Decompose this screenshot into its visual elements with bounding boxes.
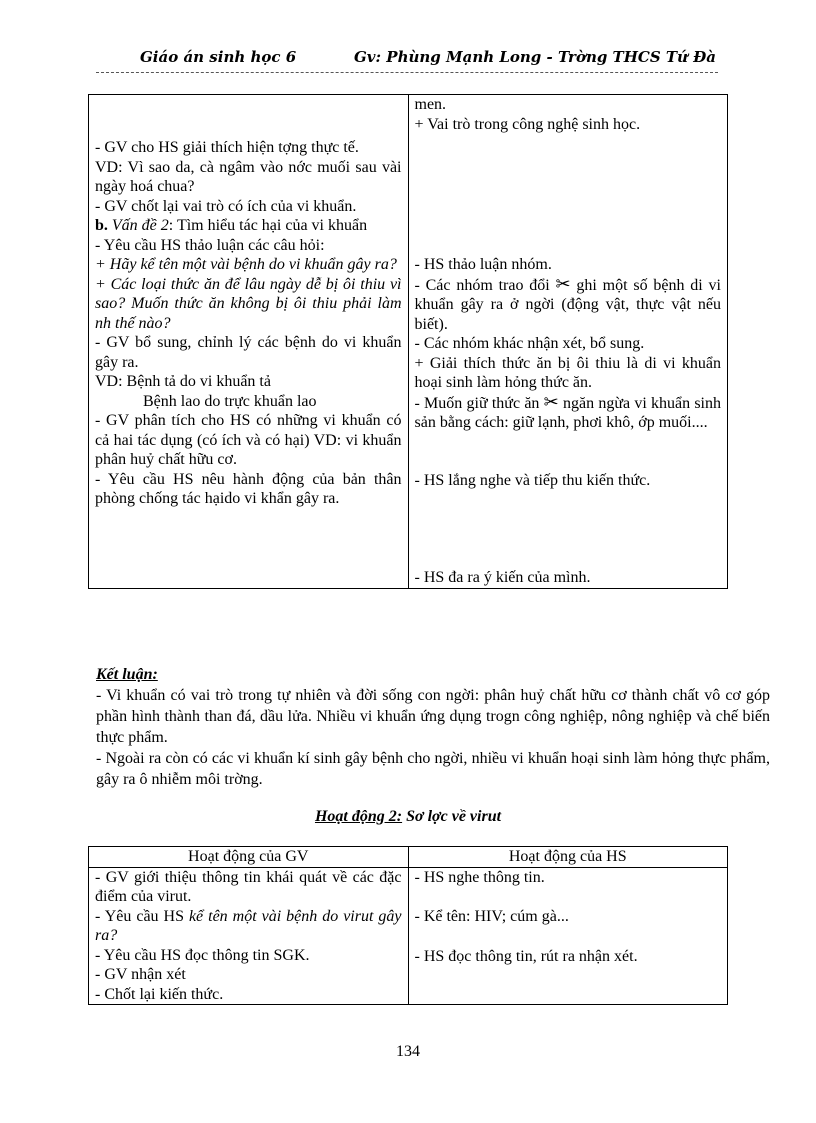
gv-line: VD: Bệnh tả do vi khuẩn tả bbox=[95, 373, 271, 390]
conclusion-title: Kết luận: bbox=[96, 666, 158, 683]
hs-text: ghi một số bệnh di vi khuẩn gây ra ở ngời (động vật, thực vật nếu biết). bbox=[414, 276, 722, 333]
hs-line: - Kể tên: HIV; cúm gà... bbox=[414, 908, 569, 925]
table-header-row bbox=[89, 847, 728, 868]
gv-line: - Yêu cầu HS nêu hành động của bản thân phòng chống tác hạido vi khẩn gây ra. bbox=[95, 470, 402, 507]
hs-line: - HS đọc thông tin, rút ra nhận xét. bbox=[414, 947, 638, 965]
gv-line: - GV bổ sung, chỉnh lý các bệnh do vi khuẩn gây ra. bbox=[95, 334, 402, 371]
activity-title: Sơ lợc về virut bbox=[402, 808, 502, 825]
section-letter: b. bbox=[95, 217, 108, 234]
table-row bbox=[89, 95, 728, 589]
gv-text-italic: kể tên một vài bệnh do virut gây ra? bbox=[95, 907, 402, 944]
column-header-hs: Hoạt động của HS bbox=[408, 847, 728, 868]
gv-line: - Yêu cầu HS thảo luận các câu hỏi: bbox=[95, 236, 325, 254]
gv-line: - Chốt lại kiến thức. bbox=[95, 985, 224, 1003]
gv-line: Bệnh lao do trực khuẩn lao bbox=[143, 392, 317, 410]
hs-line: men. bbox=[414, 96, 447, 113]
page-number: 134 bbox=[396, 1043, 420, 1060]
gv-line: - GV nhận xét bbox=[95, 966, 186, 983]
gv-line: - GV giới thiệu thông tin khái quát về các đặc điểm của virut. bbox=[95, 868, 402, 905]
activity-label: Hoạt động 2: bbox=[314, 808, 403, 825]
hs-activity-cell bbox=[408, 867, 728, 1005]
hs-text: - Muốn giữ thức ăn bbox=[414, 394, 544, 412]
hs-activity-cell bbox=[408, 95, 728, 589]
hs-line: + Vai trò trong công nghệ sinh học. bbox=[414, 115, 641, 133]
conclusion-paragraph: - Vi khuẩn có vai trò trong tự nhiên và đời sống con ngời: phân huỷ chất hữu cơ thành chất vô cơ góp phần hình thành than đá, dầu lửa. Nhiều vi khuẩn ứng dụng trogn công nghiệp, nông nghiệp và chế biến thực phẩm. bbox=[96, 687, 770, 746]
lesson-table-2 bbox=[88, 846, 728, 1005]
hs-line bbox=[415, 393, 722, 433]
column-header-gv: Hoạt động của GV bbox=[89, 847, 409, 868]
gv-activity-cell bbox=[89, 95, 409, 589]
conclusion-block bbox=[96, 664, 770, 790]
hs-text: - Các nhóm trao đổi bbox=[414, 276, 556, 294]
header-subject: Giáo án sinh học 6 bbox=[140, 48, 297, 66]
section-title: : Tìm hiểu tác hại của vi khuẩn bbox=[168, 217, 368, 234]
header-teacher-school: Gv: Phùng Mạnh Long - Trờng THCS Tứ Đà bbox=[354, 48, 717, 66]
page-header bbox=[96, 48, 718, 78]
hs-line: - Các nhóm khác nhận xét, bổ sung. bbox=[414, 335, 645, 352]
gv-line: + Hãy kể tên một vài bệnh do vi khuẩn gây ra? bbox=[95, 256, 397, 273]
hs-line: - HS lắng nghe và tiếp thu kiến thức. bbox=[414, 471, 651, 489]
gv-line: - GV cho HS giải thích hiện tợng thực tế. bbox=[95, 139, 359, 156]
gv-line: VD: Vì sao da, cà ngâm vào nớc muối sau vài ngày hoá chua? bbox=[95, 158, 402, 195]
hs-line: - HS đa ra ý kiến của mình. bbox=[414, 569, 591, 586]
gv-line: + Các loại thức ăn để lâu ngày dễ bị ôi thiu vì sao? Muốn thức ăn không bị ôi thiu phải làm nh thế nào? bbox=[95, 275, 402, 332]
conclusion-paragraph: - Ngoài ra còn có các vi khuẩn kí sinh gây bệnh cho ngời, nhiều vi khuẩn hoại sinh làm hỏng thực phẩm, gây ra ô nhiễm môi trờng. bbox=[96, 750, 770, 788]
hs-line: + Giải thích thức ăn bị ôi thiu là di vi khuẩn hoại sinh làm hỏng thức ăn. bbox=[414, 354, 721, 391]
gv-line: - GV phân tích cho HS có những vi khuẩn có cả hai tác dụng (có ích và có hại) VD: vi khuẩn phân huỷ chất hữu cơ. bbox=[95, 412, 402, 468]
hs-text: ngăn ngừa vi khuẩn sinh sản bằng cách: giữ lạnh, phơi khô, ớp muối.... bbox=[414, 394, 722, 431]
gv-line bbox=[95, 907, 402, 946]
gv-line: - GV chốt lại vai trò có ích của vi khuẩn. bbox=[95, 197, 357, 215]
section-issue: Vấn đề 2 bbox=[107, 217, 169, 234]
gv-activity-cell bbox=[89, 867, 409, 1005]
gv-text: - Yêu cầu HS bbox=[95, 907, 189, 925]
hs-line bbox=[415, 275, 722, 335]
scissors-icon: ✂ bbox=[543, 391, 559, 413]
hs-line: - HS nghe thông tin. bbox=[414, 868, 545, 886]
hs-line: - HS thảo luận nhóm. bbox=[414, 256, 552, 273]
table-row bbox=[89, 867, 728, 1005]
scissors-icon: ✂ bbox=[555, 273, 571, 295]
header-divider bbox=[96, 72, 718, 73]
gv-line bbox=[95, 216, 402, 236]
gv-line: - Yêu cầu HS đọc thông tin SGK. bbox=[95, 946, 310, 964]
activity-2-heading bbox=[0, 808, 816, 826]
lesson-table-1 bbox=[88, 94, 728, 589]
